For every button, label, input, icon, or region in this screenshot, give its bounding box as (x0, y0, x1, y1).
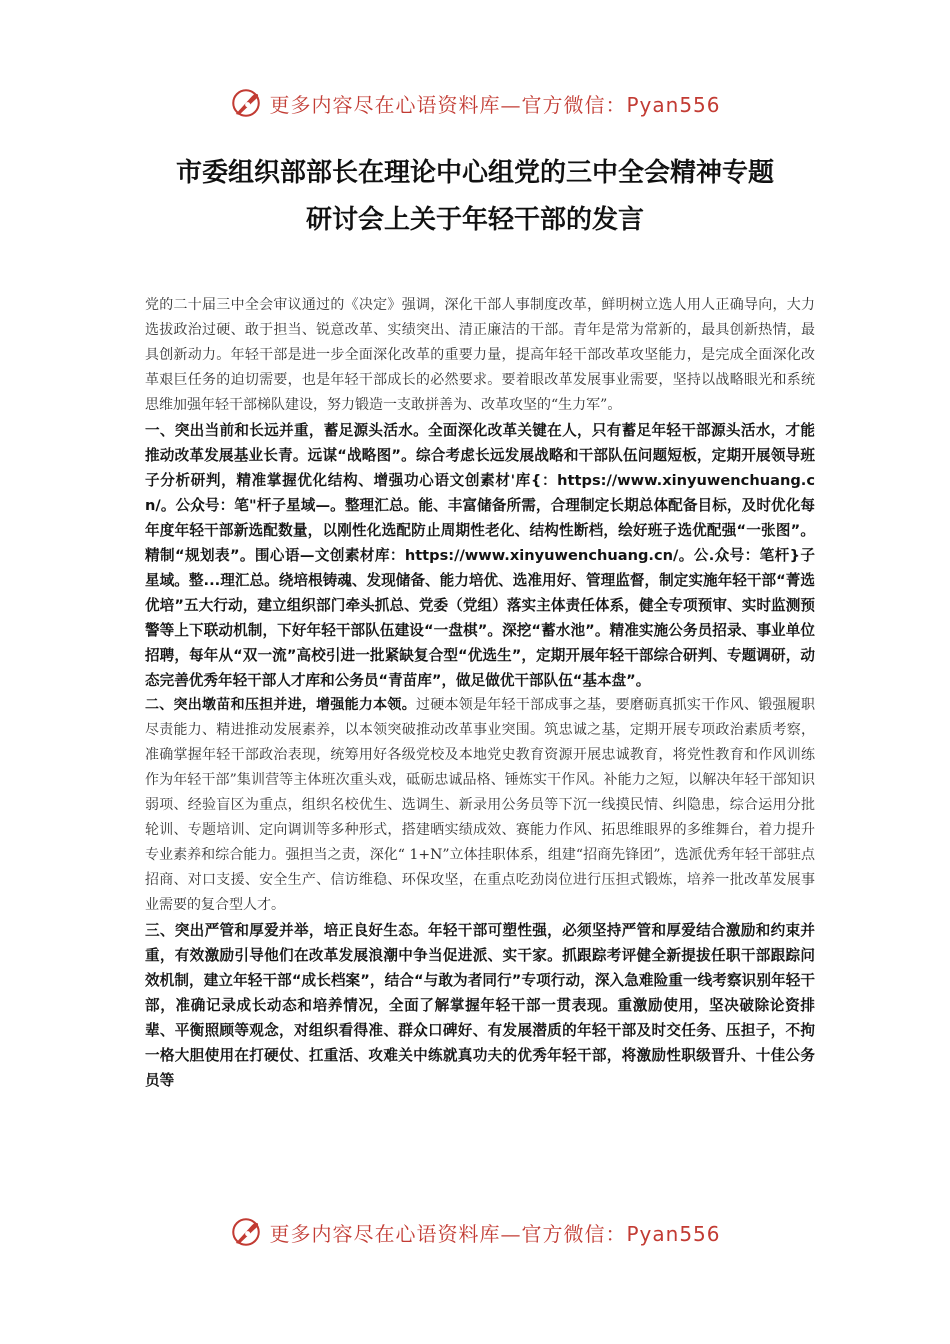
document-title (60, 150, 890, 244)
section-2-paragraph (145, 693, 815, 918)
brush-logo-icon (229, 1215, 263, 1249)
document-body (145, 293, 815, 1093)
section-2-heading: 二、突出墩苗和压担并进，增强能力本领。 (145, 697, 416, 713)
footer-watermark-banner (0, 1212, 950, 1252)
title-line-1: 市委组织部部长在理论中心组党的三中全会精神专题 (175, 158, 774, 188)
title-line-2: 研讨会上关于年轻干部的发言 (305, 205, 644, 235)
section-1-paragraph: 一、突出当前和长远并重，蓄足源头活水。全面深化改革关键在人，只有蓄足年轻干部源头活水，才能推动改革发展基业长青。远谋“战略图”。综合考虑长远发展战略和干部队伍问题短板，定期开展领导班子分析研判，精准掌握优化结构、增强功心语文创素材'库{：https://www.xinyuwenchuang.cn/。公众号：笔"杆子星域—。整理汇总。能、丰富储备所需，合理制定长期总体配备目标，及时优化每年度年轻干部新选配数量，以刚性化选配防止周期性老化、结构性断档，绘好班子选优配强“一张图”。精制“规划表”。围心语—文创素材库：https://www.xinyuwenchuang.cn/。公.众号：笔杆}子星域。整...理汇总。绕培根铸魂、发现储备、能力培优、选准用好、管理监督，制定实施年轻干部“菁选优培”五大行动，建立组织部门牵头抓总、党委（党组）落实主体责任体系，健全专项预审、实时监测预警等上下联动机制，下好年轻干部队伍建设“一盘棋”。深挖“蓄水池”。精准实施公务员招录、事业单位招聘，每年从“双一流”高校引进一批紧缺复合型“优选生”，定期开展年轻干部综合研判、专题调研，动态完善优秀年轻干部人才库和公务员“青苗库”，做足做优干部队伍“基本盘”。 (145, 422, 815, 689)
intro-paragraph: 党的二十届三中全会审议通过的《决定》强调，深化干部人事制度改革，鲜明树立选人用人正确导向，大力选拔政治过硬、敢于担当、锐意改革、实绩突出、清正廉洁的干部。青年是常为常新的，最具创新热情，最具创新动力。年轻干部是进一步全面深化改革的重要力量，提高年轻干部改革攻坚能力，是完成全面深化改革艰巨任务的迫切需要，也是年轻干部成长的必然要求。要着眼改革发展事业需要，坚持以战略眼光和系统思维加强年轻干部梯队建设，努力锻造一支敢拼善为、改革攻坚的“生力军”。 (145, 297, 815, 413)
watermark-text: 更多内容尽在心语资料库—官方微信：Pyan556 (269, 92, 721, 117)
section-3-paragraph: 三、突出严管和厚爱并举，培正良好生态。年轻干部可塑性强，必须坚持严管和厚爱结合激励和约束并重，有效激励引导他们在改革发展浪潮中争当促进派、实干家。抓跟踪考评健全新提拔任职干部跟踪问效机制，建立年轻干部“成长档案”，结合“与敢为者同行”专项行动，深入急难险重一线考察识别年轻干部，准确记录成长动态和培养情况，全面了解掌握年轻干部一贯表现。重激励使用，坚决破除论资排辈、平衡照顾等观念，对组织看得准、群众口碑好、有发展潜质的年轻干部及时交任务、压担子，不拘一格大胆使用在打硬仗、扛重活、攻难关中练就真功夫的优秀年轻干部，将激励性职级晋升、十佳公务员等 (145, 922, 815, 1089)
watermark-text: 更多内容尽在心语资料库—官方微信：Pyan556 (269, 1221, 721, 1246)
header-watermark-banner (0, 83, 950, 123)
brush-logo-icon (229, 86, 263, 120)
section-2-text: 过硬本领是年轻干部成事之基，要磨砺真抓实干作风、锻强履职尽责能力、精进推动发展素养，以本领突破推动改革事业突围。筑忠诚之基，定期开展专项政治素质考察，准确掌握年轻干部政治表现，统筹用好各级党校及本地党史教育资源开展忠诚教育，将党性教育和作风训练作为年轻干部”集训营等主体班次重头戏，砥砺忠诚品格、锤炼实干作风。补能力之短，以解决年轻干部知识弱项、经验盲区为重点，组织名校优生、选调生、新录用公务员等下沉一线摸民情、纠隐患，综合运用分批轮训、专题培训、定向调训等多种形式，搭建晒实绩成效、赛能力作风、拓思维眼界的多维舞台，着力提升专业素养和综合能力。强担当之责，深化“ 1+N”立体挂职体系，组建“招商先锋团”，选派优秀年轻干部驻点招商、对口支援、安全生产、信访维稳、环保攻坚，在重点吃劲岗位进行压担式锻炼，培养一批改革发展事业需要的复合型人才。 (145, 697, 816, 913)
